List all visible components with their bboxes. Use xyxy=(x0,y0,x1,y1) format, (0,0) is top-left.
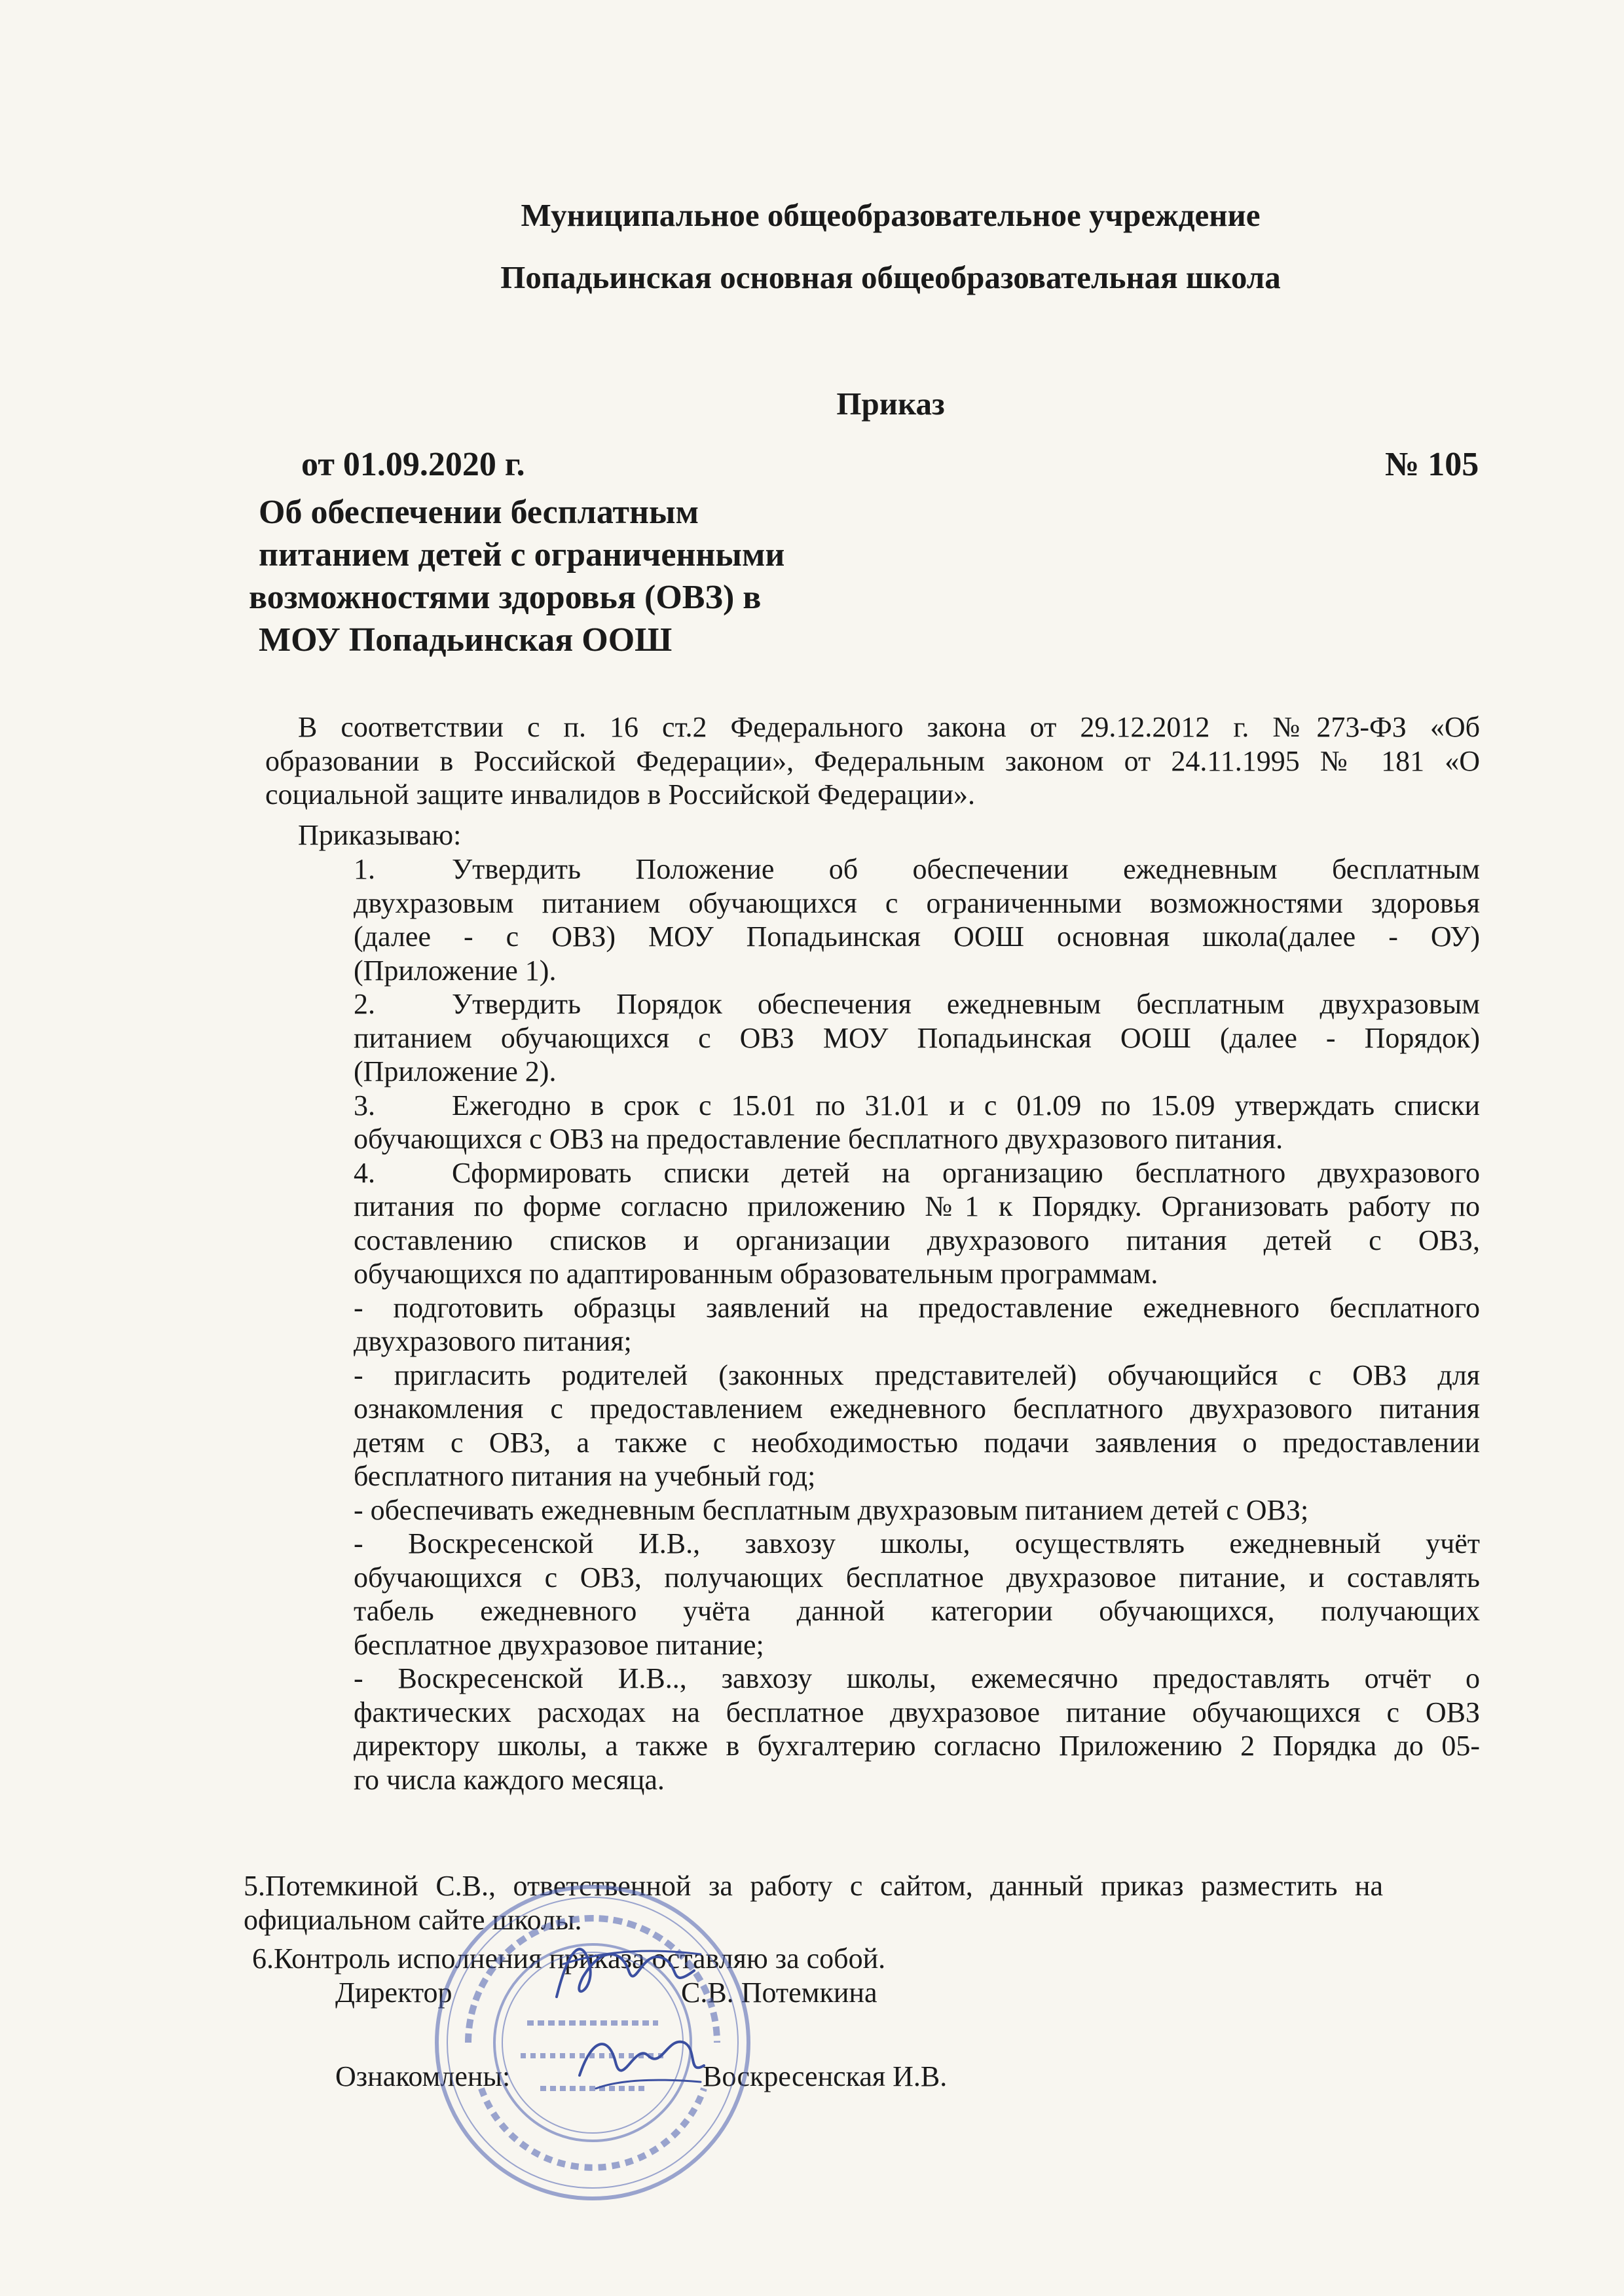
acknowledgment-signature-icon xyxy=(570,2016,714,2108)
order-word: Приказываю: xyxy=(298,819,462,851)
item-line: бесплатное двухразовое питание; xyxy=(354,1628,764,1661)
order-item xyxy=(354,1156,1480,1291)
item-number: 1. xyxy=(354,853,375,885)
director-name: С.В. Потемкина xyxy=(681,1977,877,2009)
order-items xyxy=(354,852,1480,1796)
item-line: обучающихся с ОВЗ, получающих бесплатное двухразовое питание, и составлять xyxy=(354,1561,1480,1594)
order-item-6: 6.Контроль исполнения приказа оставляю за собой. xyxy=(252,1942,886,1975)
order-item xyxy=(354,1089,1480,1156)
item-line: ознакомления с предоставлением ежедневного бесплатного двухразового питания xyxy=(354,1393,1480,1425)
item-line: - обеспечивать ежедневным бесплатным двухразовым питанием детей с ОВЗ; xyxy=(354,1493,1309,1526)
preamble-line: образовании в Российской Федерации», Федеральным законом от 24.11.1995 № 181 «О xyxy=(265,744,1480,777)
org-name-line2: Попадьинская основная общеобразовательная школа xyxy=(500,259,1281,295)
item-line: питанием обучающихся с ОВЗ МОУ Попадьинская ООШ (далее - Порядок) xyxy=(354,1021,1480,1054)
item-line xyxy=(354,1089,1480,1123)
item-line: детям с ОВЗ, а также с необходимостью подачи заявления о предоставлении xyxy=(354,1426,1480,1459)
item-line: двухразовым питанием обучающихся с ограниченными возможностями здоровья xyxy=(354,886,1480,919)
item-line xyxy=(354,1156,1480,1190)
item-text: Сформировать списки детей на организацию бесплатного двухразового xyxy=(452,1156,1480,1189)
item5-line: 5.Потемкиной С.В., ответственной за работу с сайтом, данный приказ разместить на xyxy=(244,1870,1383,1902)
item-number: 3. xyxy=(354,1089,375,1121)
item-line xyxy=(354,852,1480,886)
preamble xyxy=(265,710,1480,812)
item-line: составлению списков и организации двухразового питания детей с ОВЗ, xyxy=(354,1224,1480,1256)
item-line: (Приложение 2). xyxy=(354,1055,557,1087)
item-number: 2. xyxy=(354,988,375,1020)
item-line: обучающихся по адаптированным образовательным программам. xyxy=(354,1258,1158,1290)
item-line: табель ежедневного учёта данной категории обучающихся, получающих xyxy=(354,1595,1480,1627)
preamble-line: В соответствии с п. 16 ст.2 Федерального закона от 29.12.2012 г. №273-ФЗ «Об xyxy=(298,711,1480,743)
order-item xyxy=(354,1527,1480,1662)
item-text: Утвердить Положение об обеспечении ежедневным бесплатным xyxy=(452,853,1480,885)
org-name-line1: Муниципальное общеобразовательное учреждение xyxy=(521,197,1261,233)
order-date: от 01.09.2020 г. xyxy=(301,446,525,483)
order-item xyxy=(354,1358,1480,1493)
order-item xyxy=(354,1291,1480,1358)
item-line: - подготовить образцы заявлений на предоставление ежедневного бесплатного xyxy=(354,1291,1480,1324)
order-item xyxy=(354,987,1480,1089)
item-line: - Воскресенской И.В.., завхозу школы, ежемесячно предоставлять отчёт о xyxy=(354,1662,1480,1694)
item-line: директору школы, а также в бухгалтерию согласно Приложению 2 Порядка до 05- xyxy=(354,1730,1480,1762)
item5-line: официальном сайте школы. xyxy=(244,1903,582,1936)
item-line: бесплатного питания на учебный год; xyxy=(354,1460,816,1492)
order-item xyxy=(354,852,1480,987)
item-line: - пригласить родителей (законных представителей) обучающийся с ОВЗ для xyxy=(354,1358,1480,1391)
item-line: обучающихся с ОВЗ на предоставление бесплатного двухразового питания. xyxy=(354,1123,1283,1155)
item-line: (далее - с ОВЗ) МОУ Попадьинская ООШ основная школа(далее - ОУ) xyxy=(354,920,1480,953)
subject-line: питанием детей с ограниченными xyxy=(259,536,785,574)
subject-line: МОУ Попадьинская ООШ xyxy=(259,621,673,659)
order-item xyxy=(354,1493,1480,1527)
item-text: Утвердить Порядок обеспечения ежедневным бесплатным двухразовым xyxy=(452,988,1480,1020)
preamble-line: социальной защите инвалидов в Российской Федерации». xyxy=(265,778,976,811)
order-title: Приказ xyxy=(836,386,945,422)
item-line: фактических расходах на бесплатное двухразовое питание обучающихся с ОВЗ xyxy=(354,1696,1480,1728)
order-item-5 xyxy=(244,1869,1383,1937)
item-line: (Приложение 1). xyxy=(354,954,557,987)
item-line: - Воскресенской И.В., завхозу школы, осуществлять ежедневный учёт xyxy=(354,1527,1480,1559)
acknowledged-name: Воскресенская И.В. xyxy=(703,2060,948,2092)
director-label: Директор xyxy=(335,1977,452,2009)
order-subject xyxy=(249,491,881,661)
subject-line: возможностями здоровья (ОВЗ) в xyxy=(249,579,762,616)
order-item xyxy=(354,1662,1480,1796)
subject-line: Об обеспечении бесплатным xyxy=(259,494,699,531)
order-number: № 105 xyxy=(1385,446,1479,483)
item-line: питания по форме согласно приложению №1 к Порядку. Организовать работу по xyxy=(354,1190,1480,1222)
item-line: го числа каждого месяца. xyxy=(354,1763,665,1796)
item-text: Ежегодно в срок с 15.01 по 31.01 и с 01.09 по 15.09 утверждать списки xyxy=(452,1089,1480,1121)
item-line: двухразового питания; xyxy=(354,1325,632,1357)
item-number: 4. xyxy=(354,1156,375,1189)
acknowledged-label: Ознакомлены: xyxy=(335,2060,511,2092)
item-line xyxy=(354,987,1480,1021)
director-signature-icon xyxy=(544,1925,714,2016)
